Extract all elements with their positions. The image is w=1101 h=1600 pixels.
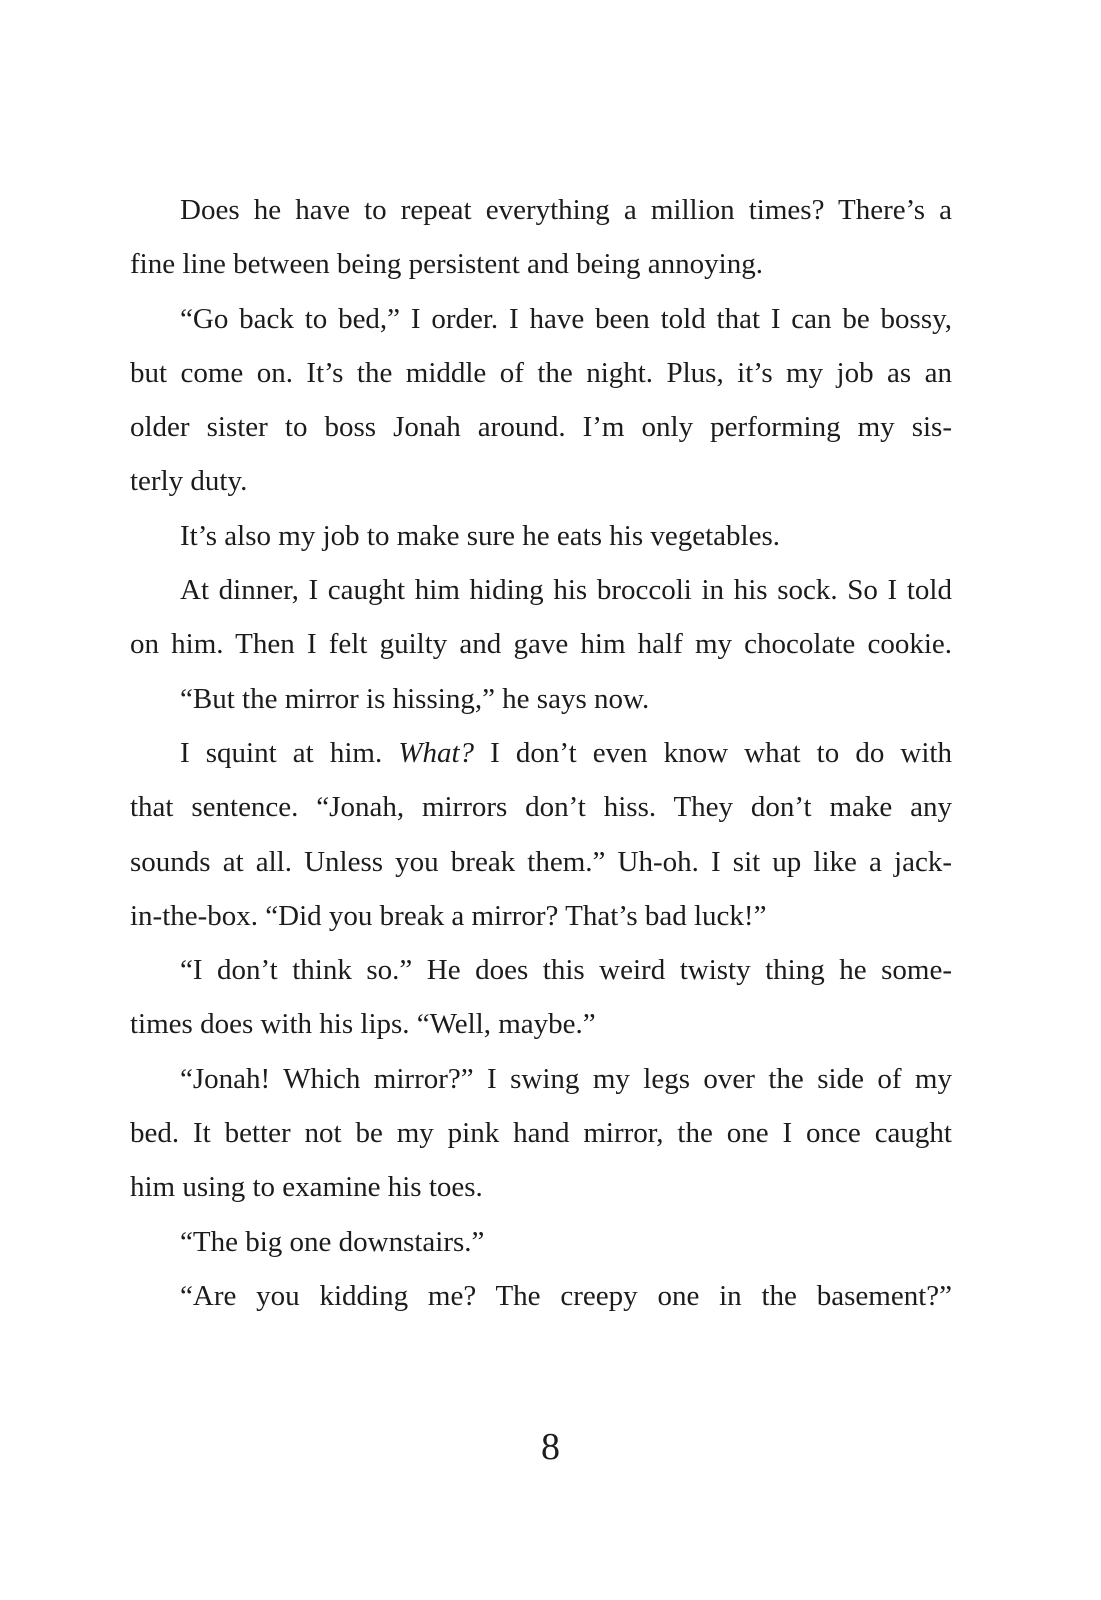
text-segment: I squint at him. (180, 736, 399, 769)
text-line: bed. It better not be my pink hand mirror, the one I once caught (130, 1117, 952, 1150)
text-line: At dinner, I caught him hiding his broccoli in his sock. So I told (180, 574, 952, 607)
text-line: that sentence. “Jonah, mirrors don’t hiss. They don’t make any (130, 791, 952, 824)
text-line: It’s also my job to make sure he eats his vegetables. (180, 519, 780, 552)
text-line: “The big one downstairs.” (180, 1225, 485, 1258)
text-line: sounds at all. Unless you break them.” Uh-oh. I sit up like a jack- (130, 845, 952, 878)
text-segment: I don’t even know what to do with (474, 736, 952, 769)
text-line: fine line between being persistent and being annoying. (130, 248, 763, 281)
text-line: “Go back to bed,” I order. I have been told that I can be bossy, (180, 302, 952, 335)
text-line: “Jonah! Which mirror?” I swing my legs over the side of my (180, 1062, 952, 1095)
text-line: “But the mirror is hissing,” he says now. (180, 682, 650, 715)
text-line: in-the-box. “Did you break a mirror? That’s bad luck!” (130, 899, 767, 932)
text-line-with-italic (130, 726, 952, 780)
text-line: on him. Then I felt guilty and gave him half my chocolate cookie. (130, 628, 952, 661)
text-line: him using to examine his toes. (130, 1171, 483, 1204)
page-number: 8 (541, 1426, 560, 1468)
text-line: terly duty. (130, 465, 248, 498)
text-line: but come on. It’s the middle of the night. Plus, it’s my job as an (130, 356, 952, 389)
italic-text: What? (398, 736, 475, 769)
text-line: older sister to boss Jonah around. I’m only performing my sis- (130, 411, 952, 444)
text-line: Does he have to repeat everything a million times? There’s a (180, 194, 952, 226)
text-line: “Are you kidding me? The creepy one in the basement?” (180, 1279, 952, 1312)
text-line: “I don’t think so.” He does this weird twisty thing he some- (180, 954, 952, 987)
text-line: times does with his lips. “Well, maybe.” (130, 1008, 596, 1041)
body-text (130, 183, 952, 1323)
